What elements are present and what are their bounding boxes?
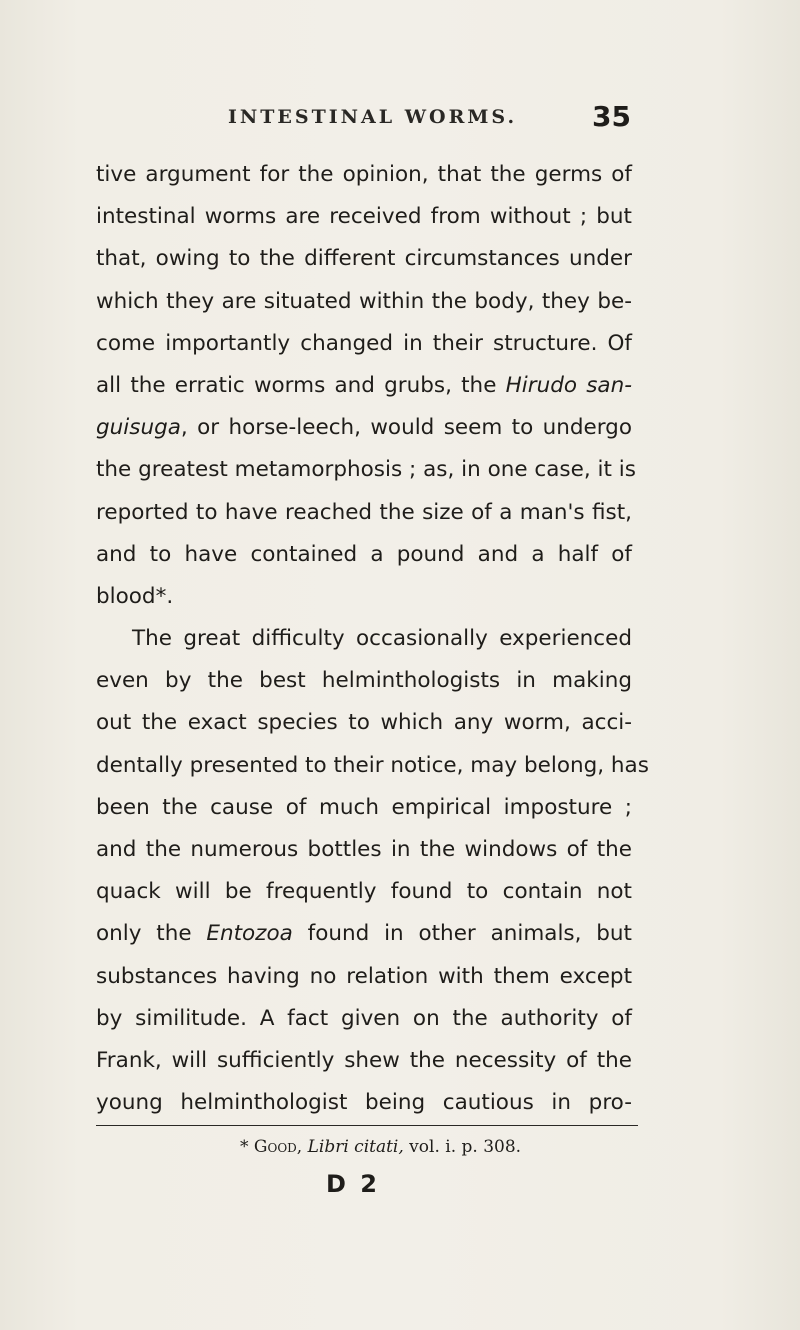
text-line: reported to have reached the size of a man's fist, <box>96 499 632 525</box>
text-line: blood*. <box>96 583 174 609</box>
text-line: only the Entozoa found in other animals, but <box>96 921 632 947</box>
text-line: tive argument for the opinion, that the germs of <box>96 162 632 187</box>
text-line: guisuga, or horse-leech, would seem to undergo <box>96 415 632 441</box>
italic-term: guisuga <box>96 415 181 441</box>
text-line: intestinal worms are received from without ; but <box>96 204 632 230</box>
page-number: 35 <box>592 100 631 133</box>
text-line: the greatest metamorphosis ; as, in one case, it is <box>96 457 636 483</box>
text-line: that, owing to the different circumstances under <box>96 246 632 272</box>
text-line: been the cause of much empirical imposture ; <box>96 794 632 820</box>
text-line: and the numerous bottles in the windows of the <box>96 837 632 862</box>
running-title: INTESTINAL WORMS. <box>228 106 518 128</box>
signature-mark: D 2 <box>326 1170 380 1198</box>
text-line: dentally presented to their notice, may belong, has <box>96 752 649 778</box>
footnote <box>240 1137 521 1157</box>
text-line: all the erratic worms and grubs, the Hirudo san- <box>96 372 632 398</box>
footnote-rule <box>96 1125 638 1126</box>
text-line: quack will be frequently found to contain not <box>96 879 632 905</box>
text-line: even by the best helminthologists in making <box>96 668 632 694</box>
text-line: Frank, will sufficiently shew the necessity of the <box>96 1047 632 1073</box>
text-line: come importantly changed in their structure. Of <box>96 330 632 356</box>
footnote-title: Libri citati, <box>307 1137 404 1157</box>
running-head <box>0 100 800 140</box>
footnote-marker: * <box>240 1137 254 1157</box>
text-line: by similitude. A fact given on the authority of <box>96 1005 632 1031</box>
body-text <box>96 154 649 1124</box>
text-line: young helminthologist being cautious in pro- <box>96 1090 632 1116</box>
italic-term: Hirudo san- <box>505 372 632 398</box>
italic-term: Entozoa <box>206 921 293 947</box>
paragraph-start-line: The great difficulty occasionally experienced <box>132 626 632 652</box>
text-line: out the exact species to which any worm, acci- <box>96 710 632 736</box>
text-line: substances having no relation with them except <box>96 963 632 989</box>
text-line: which they are situated within the body, they be- <box>96 288 632 314</box>
footnote-author: Good, <box>253 1137 303 1157</box>
footnote-reference: vol. i. p. 308. <box>403 1137 522 1157</box>
text-line: and to have contained a pound and a half of <box>96 541 632 567</box>
